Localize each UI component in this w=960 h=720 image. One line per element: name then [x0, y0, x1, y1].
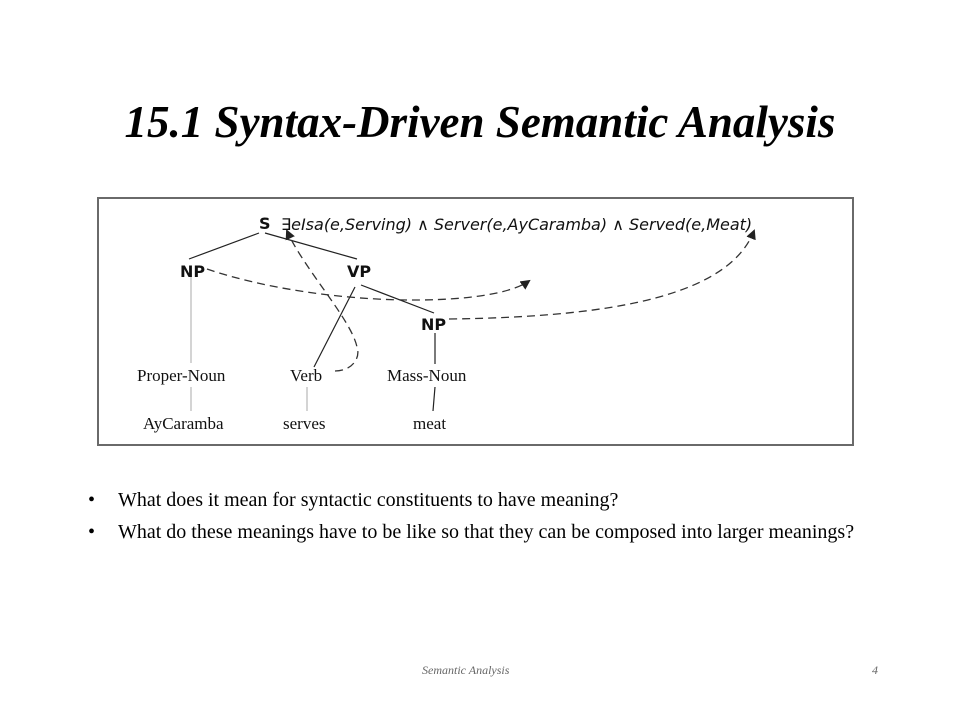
node-proper-noun: Proper-Noun: [137, 366, 226, 385]
node-vp: VP: [347, 262, 372, 281]
bullet-dot: •: [88, 489, 96, 511]
page-number: 4: [872, 663, 878, 677]
edge-massnoun-meat: [433, 387, 435, 411]
tree-light-edges: [191, 277, 307, 411]
bullet-dot: •: [88, 521, 96, 543]
node-mass-noun: Mass-Noun: [387, 366, 467, 385]
meaning-formula: ∃eIsa(e,Serving) ∧ Server(e,AyCaramba) ∧ Served(e,Meat): [281, 215, 753, 234]
bullet-item: [88, 520, 888, 545]
edge-vp-verb: [314, 287, 355, 367]
word-serves: serves: [283, 414, 326, 433]
edge-s-vp: [265, 233, 357, 259]
node-s: S: [259, 214, 271, 233]
bullet-text: What does it mean for syntactic constituents to have meaning?: [118, 489, 619, 511]
semantic-arcs: [207, 231, 754, 371]
bullet-item: [88, 488, 888, 513]
slide-title: 15.1 Syntax-Driven Semantic Analysis: [124, 97, 836, 147]
bullet-list: [88, 488, 888, 552]
parse-tree-figure: [97, 197, 854, 446]
footer-title: Semantic Analysis: [422, 663, 510, 677]
node-np-subject: NP: [180, 262, 206, 281]
word-meat: meat: [413, 414, 447, 433]
edge-s-np: [189, 233, 259, 259]
node-np-object: NP: [421, 315, 447, 334]
arc-np-to-served: [449, 231, 754, 319]
word-aycaramba: AyCaramba: [143, 414, 224, 433]
bullet-text: What do these meanings have to be like so that they can be composed into larger meanings?: [118, 521, 855, 543]
parse-tree-diagram: [99, 199, 856, 448]
edge-vp-np: [361, 285, 434, 313]
node-verb: Verb: [290, 366, 323, 385]
